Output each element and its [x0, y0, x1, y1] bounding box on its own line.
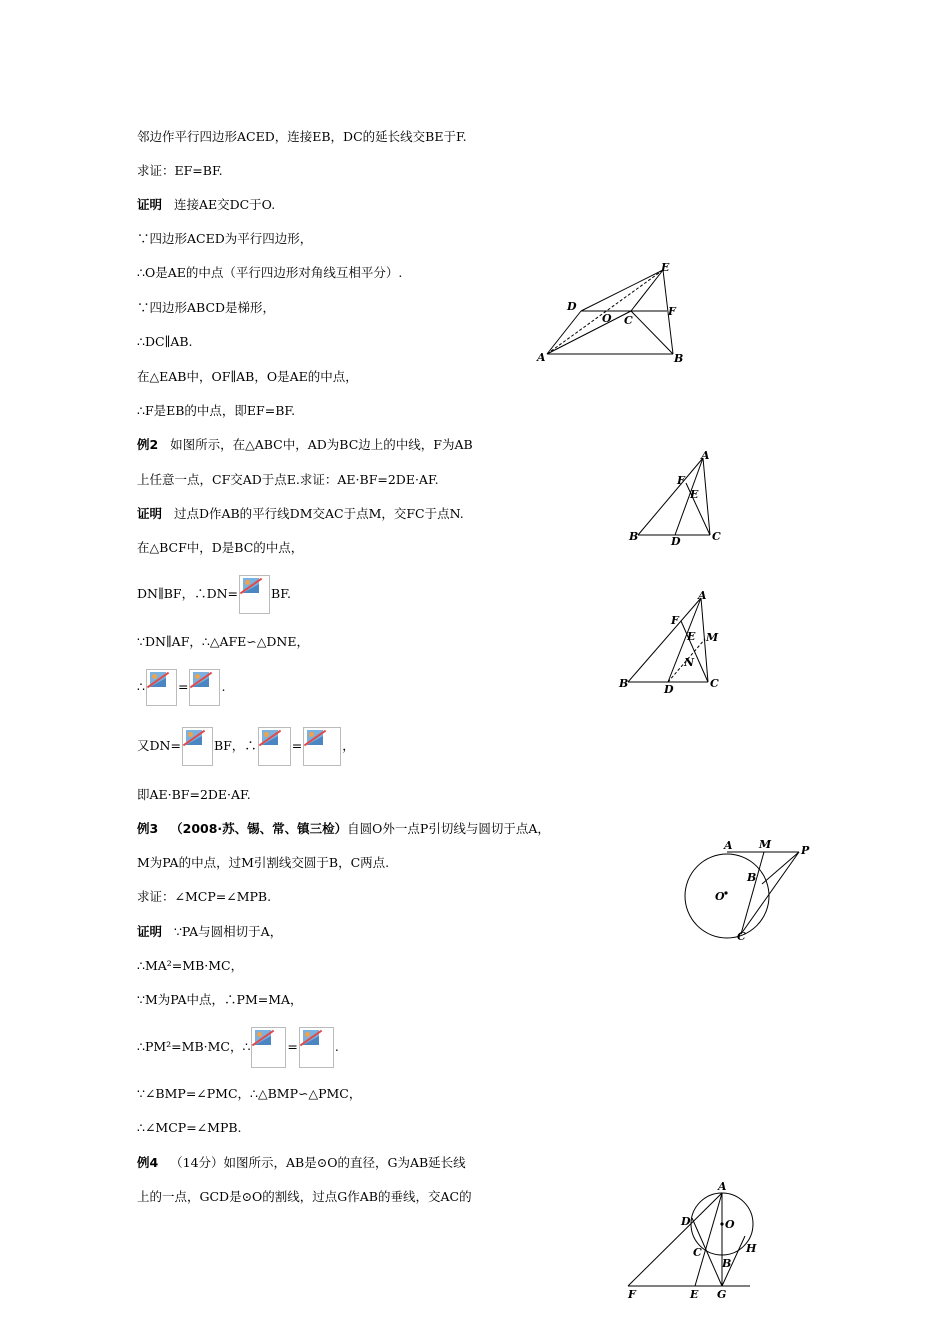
point-label: C [624, 314, 633, 327]
text-line [137, 575, 291, 614]
point-label: O [725, 1218, 735, 1231]
center-point [724, 891, 727, 894]
point-label: B [619, 677, 629, 690]
text-line: 邻边作平行四边形ACED，连接EB，DC的延长线交BE于F. [137, 129, 467, 144]
text: . [221, 679, 226, 694]
text-line: M为PA的中点，过M引割线交圆于B，C两点. [137, 855, 390, 870]
point-label: F [668, 305, 676, 318]
point-label: D [671, 535, 681, 548]
broken-image-icon [146, 669, 177, 706]
proof-label: 证明 [137, 506, 163, 521]
point-label: D [567, 300, 577, 313]
text-line: 上任意一点，CF交AD于点E.求证：AE·BF=2DE·AF. [137, 472, 439, 487]
text-line: ∵DN∥AF，∴△AFE∽△DNE， [137, 634, 309, 649]
text: = [287, 1039, 298, 1054]
text-line: ∴MA²=MB·MC， [137, 958, 244, 973]
text: 如图所示，在△ABC中，AD为BC边上的中线，F为AB [170, 437, 473, 452]
point-label: P [801, 844, 810, 857]
point-label: A [701, 449, 710, 462]
point-label: A [537, 351, 546, 364]
broken-image-icon [251, 1027, 286, 1068]
source-label: （2008·苏、锡、常、镇三检） [170, 821, 348, 836]
point-label: C [712, 530, 721, 543]
text-line: ∵∠BMP=∠PMC，∴△BMP∽△PMC， [137, 1086, 362, 1101]
text-line: ∴O是AE的中点（平行四边形对角线互相平分）. [137, 265, 403, 280]
text: 自圆O外一点P引切线与圆切于点A， [347, 821, 550, 836]
text-line: 上的一点，GCD是⊙O的割线，过点G作AB的垂线，交AC的 [137, 1189, 472, 1204]
example-label: 例4 [137, 1155, 159, 1170]
text: = [177, 679, 189, 694]
text: 又DN= [137, 738, 181, 753]
text-line [137, 506, 464, 522]
point-label: A [718, 1180, 727, 1193]
text: BF，∴ [213, 738, 257, 753]
point-label: C [737, 930, 746, 943]
point-label: B [747, 871, 757, 884]
text: BF. [271, 586, 291, 601]
point-label: D [681, 1215, 691, 1228]
text: ， [342, 738, 355, 753]
figure-circle-tangent [675, 833, 820, 948]
text-line [137, 1027, 339, 1068]
text-line [137, 668, 225, 706]
point-label: O [602, 312, 612, 325]
text: ∴PM²=MB·MC，∴ [137, 1039, 251, 1054]
text: = [291, 738, 303, 753]
broken-image-icon [189, 669, 220, 706]
text-line: ∴F是EB的中点，即EF=BF. [137, 403, 296, 418]
text: . [334, 1039, 339, 1054]
figure-triangle-dm [610, 583, 730, 698]
text-line [137, 437, 473, 453]
text-line: 求证：∠MCP=∠MPB. [137, 889, 272, 904]
broken-image-icon [258, 727, 291, 766]
point-label: O [715, 890, 725, 903]
text: DN∥BF，∴DN= [137, 586, 239, 601]
text-line: ∴∠MCP=∠MPB. [137, 1120, 242, 1135]
text-line [137, 197, 275, 213]
text-line: ∵四边形ABCD是梯形， [137, 300, 276, 315]
proof-label: 证明 [137, 924, 163, 939]
point-label: F [671, 614, 679, 627]
broken-image-icon [239, 575, 270, 614]
proof-label: 证明 [137, 197, 163, 212]
text-line: 即AE·BF=2DE·AF. [137, 787, 251, 802]
figure-trapezoid [535, 258, 695, 368]
point-label: F [677, 474, 685, 487]
point-label: F [628, 1288, 636, 1300]
figure-triangle-abc [620, 445, 730, 550]
point-label: M [759, 838, 772, 851]
text-line: 求证：EF=BF. [137, 163, 223, 178]
text: 连接AE交DC于O. [173, 197, 276, 212]
point-label: C [710, 677, 719, 690]
text-line: ∵四边形ACED为平行四边形， [137, 231, 313, 246]
point-label: G [717, 1288, 727, 1300]
text-line: 在△BCF中，D是BC的中点， [137, 540, 304, 555]
broken-image-icon [182, 727, 213, 766]
broken-image-icon [299, 1027, 334, 1068]
point-label: E [690, 488, 699, 501]
text-line [137, 727, 355, 766]
example-label: 例3 [137, 821, 159, 836]
text-line: 在△EAB中，OF∥AB，O是AE的中点， [137, 369, 358, 384]
text: （14分）如图所示，AB是⊙O的直径，G为AB延长线 [170, 1155, 466, 1170]
point-label: D [664, 683, 674, 696]
point-label: N [684, 656, 695, 669]
text-line: ∵M为PA中点，∴PM=MA， [137, 992, 303, 1007]
point-label: E [687, 630, 696, 643]
point-label: A [698, 589, 707, 602]
point-label: B [722, 1257, 732, 1270]
text: 过点D作AB的平行线DM交AC于点M，交FC于点N. [173, 506, 464, 521]
point-label: E [661, 261, 670, 274]
center-point [720, 1222, 723, 1225]
example-label: 例2 [137, 437, 159, 452]
text-line: ∴DC∥AB. [137, 334, 193, 349]
point-label: A [724, 839, 733, 852]
text: ∵PA与圆相切于A， [173, 924, 283, 939]
point-label: B [629, 530, 639, 543]
text-line [137, 821, 550, 837]
figure-circle-secant [620, 1176, 760, 1300]
point-label: M [706, 631, 719, 644]
text: ∴ [137, 679, 145, 694]
text-line [137, 924, 282, 940]
point-label: H [746, 1242, 757, 1255]
point-label: E [690, 1288, 699, 1300]
point-label: B [674, 352, 684, 365]
text-line [137, 1155, 466, 1171]
broken-image-icon [303, 727, 341, 766]
point-label: C [693, 1246, 702, 1259]
